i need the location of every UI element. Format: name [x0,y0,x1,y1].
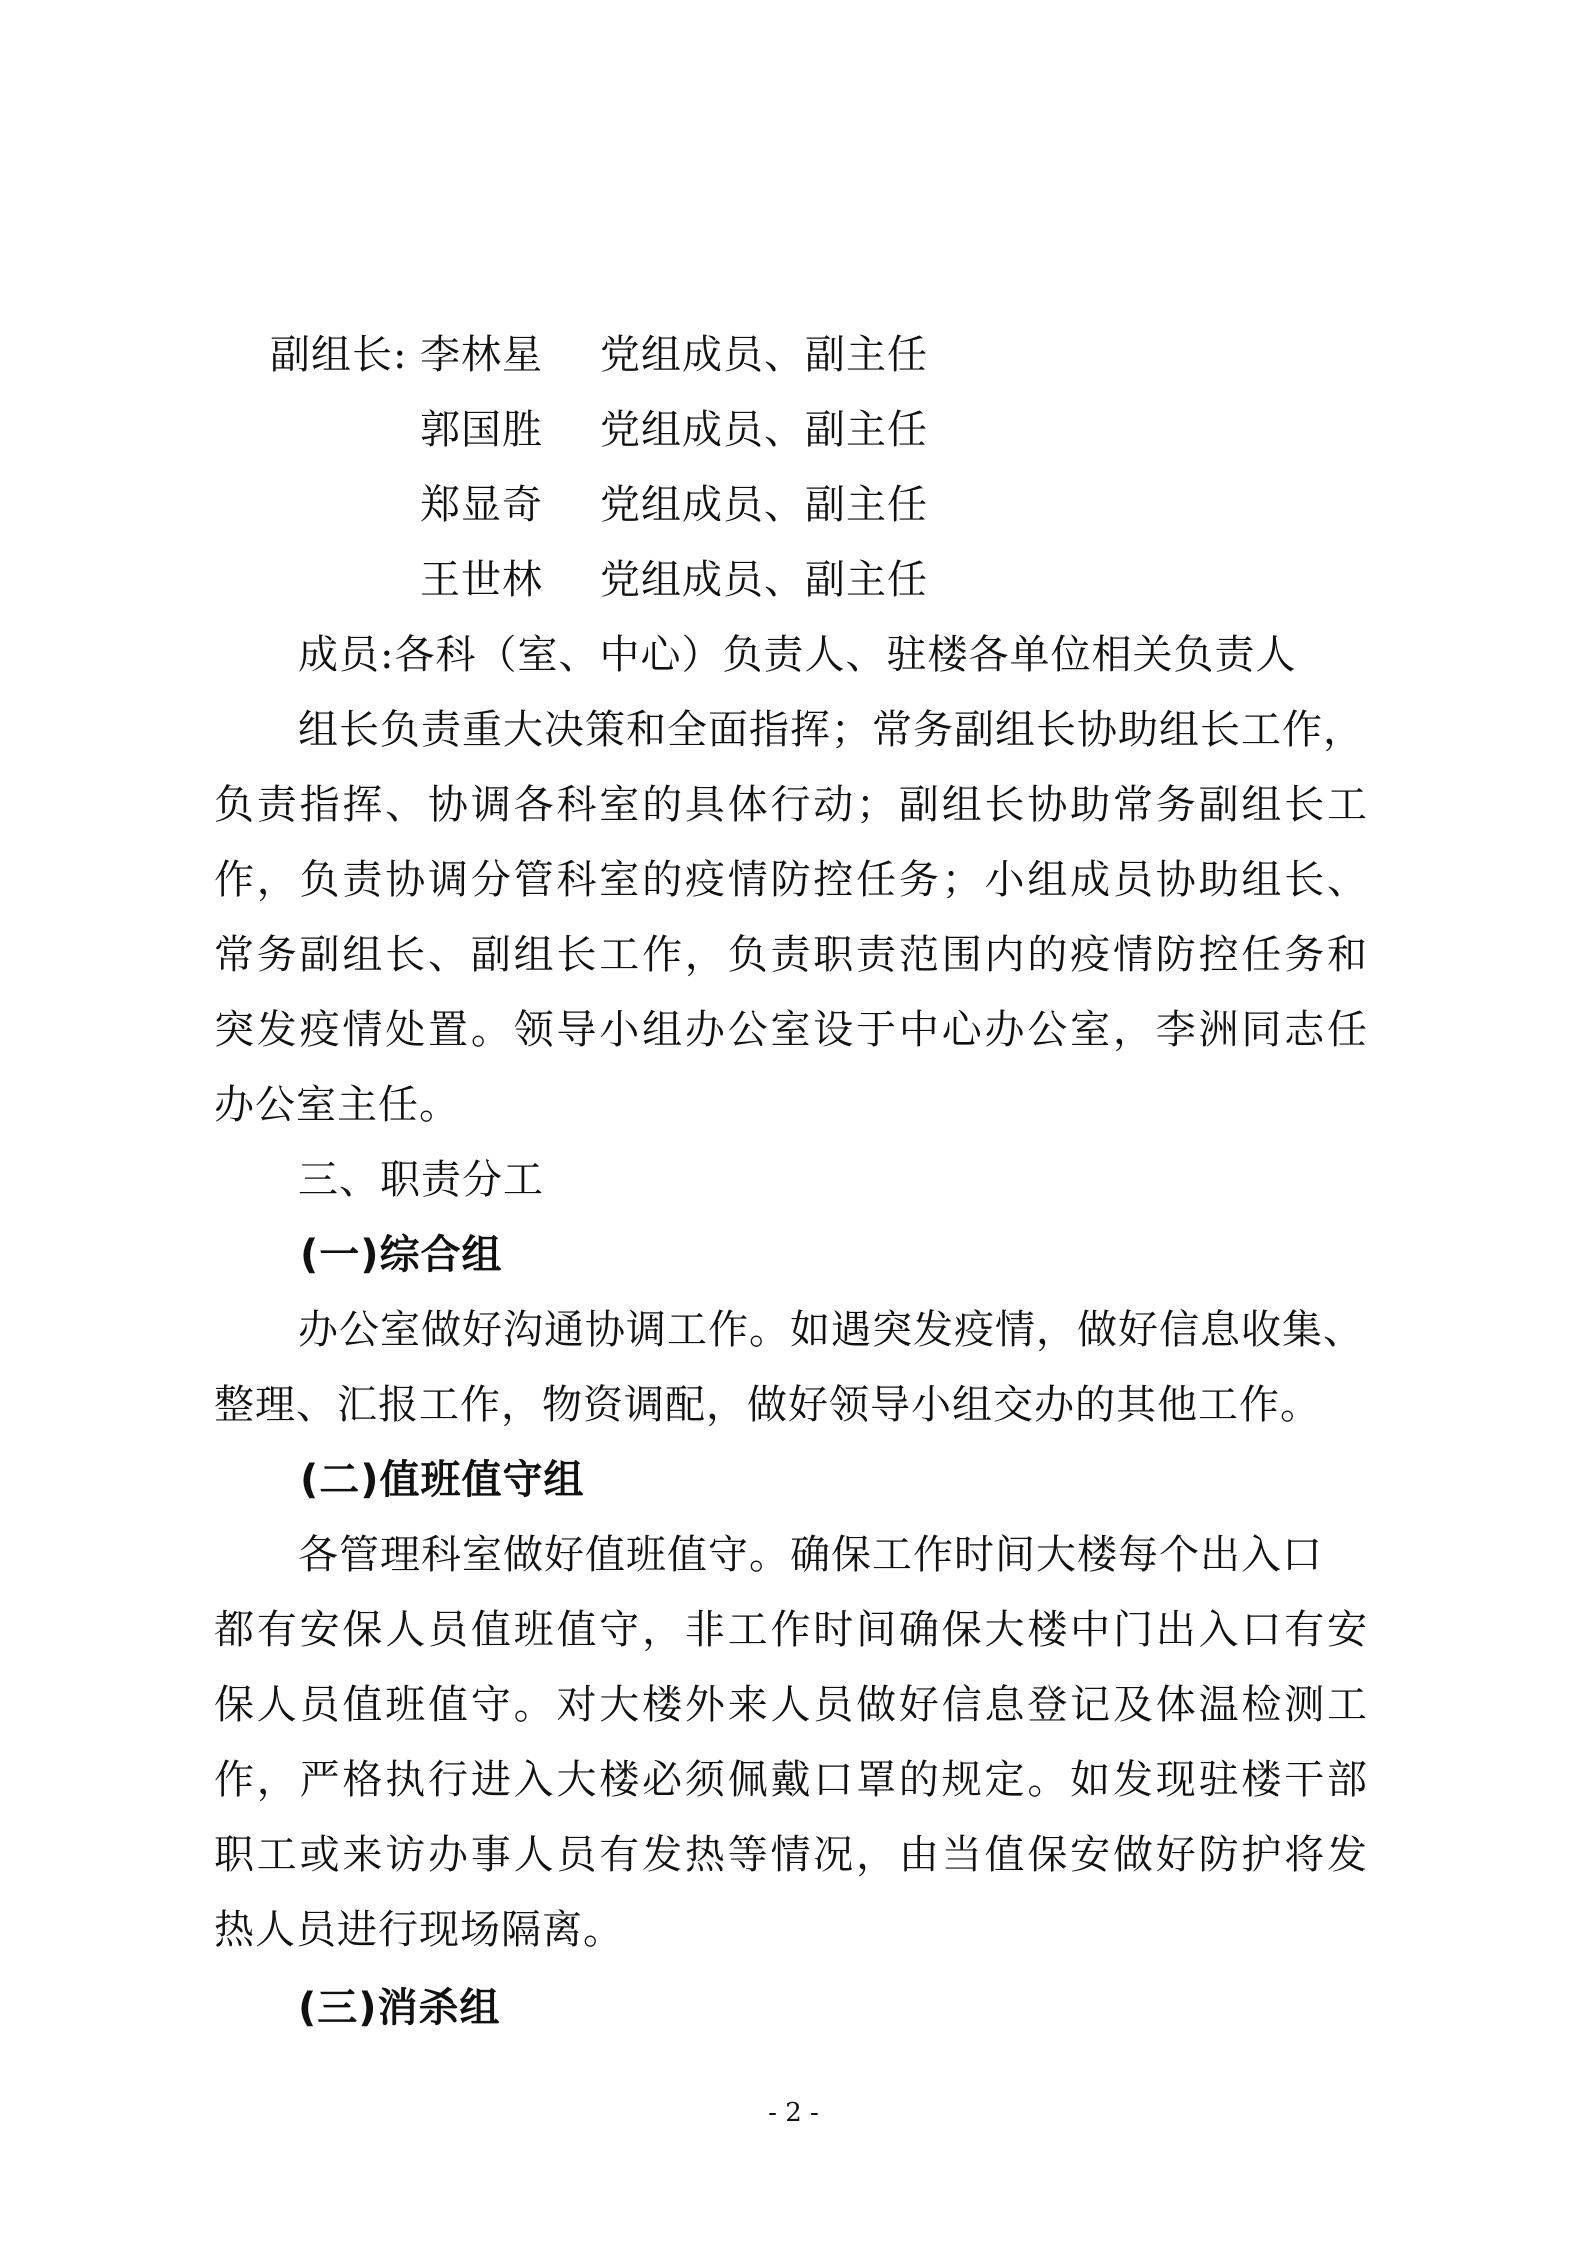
subsection-heading: (一)综合组 [300,1232,503,1278]
paragraph-line: 热人员进行现场隔离。 [214,1907,624,1953]
leader-title: 党组成员、副主任 [600,332,928,378]
leader-name: 郭国胜 [420,407,543,453]
deputy-leader-label: 副组长: [270,332,408,378]
subsection-heading: (三)消杀组 [298,1985,501,2031]
paragraph-line: 办公室主任。 [214,1082,460,1128]
paragraph-line: 负责指挥、协调各科室的具体行动；副组长协助常务副组长工 [214,782,1368,828]
paragraph-line: 突发疫情处置。领导小组办公室设于中心办公室，李洲同志任 [214,1007,1368,1053]
paragraph-line: 常务副组长、副组长工作，负责职责范围内的疫情防控任务和 [214,932,1368,978]
paragraph-line: 办公室做好沟通协调工作。如遇突发疫情，做好信息收集、 [298,1307,1364,1353]
subsection-heading: (二)值班值守组 [300,1457,585,1503]
paragraph-line: 职工或来访办事人员有发热等情况，由当值保安做好防护将发 [214,1832,1368,1878]
paragraph-line: 保人员值班值守。对大楼外来人员做好信息登记及体温检测工 [214,1682,1368,1728]
leader-title: 党组成员、副主任 [600,407,928,453]
paragraph-line: 整理、汇报工作，物资调配，做好领导小组交办的其他工作。 [214,1382,1321,1428]
leader-name: 王世林 [420,557,543,603]
paragraph-line: 组长负责重大决策和全面指挥；常务副组长协助组长工作， [298,707,1364,753]
leader-title: 党组成员、副主任 [600,482,928,528]
paragraph-line: 各管理科室做好值班值守。确保工作时间大楼每个出入口 [298,1532,1323,1578]
page-number: - 2 - [768,2098,819,2128]
leader-title: 党组成员、副主任 [600,557,928,603]
leader-name: 郑显奇 [420,482,543,528]
section-heading: 三、职责分工 [298,1157,544,1203]
paragraph-line: 作，严格执行进入大楼必须佩戴口罩的规定。如发现驻楼干部 [214,1757,1368,1803]
paragraph-line: 作，负责协调分管科室的疫情防控任务；小组成员协助组长、 [214,857,1368,903]
leader-name: 李林星 [420,332,543,378]
paragraph-line: 都有安保人员值班值守，非工作时间确保大楼中门出入口有安 [214,1607,1368,1653]
members-line: 成员:各科（室、中心）负责人、驻楼各单位相关负责人 [298,632,1297,678]
